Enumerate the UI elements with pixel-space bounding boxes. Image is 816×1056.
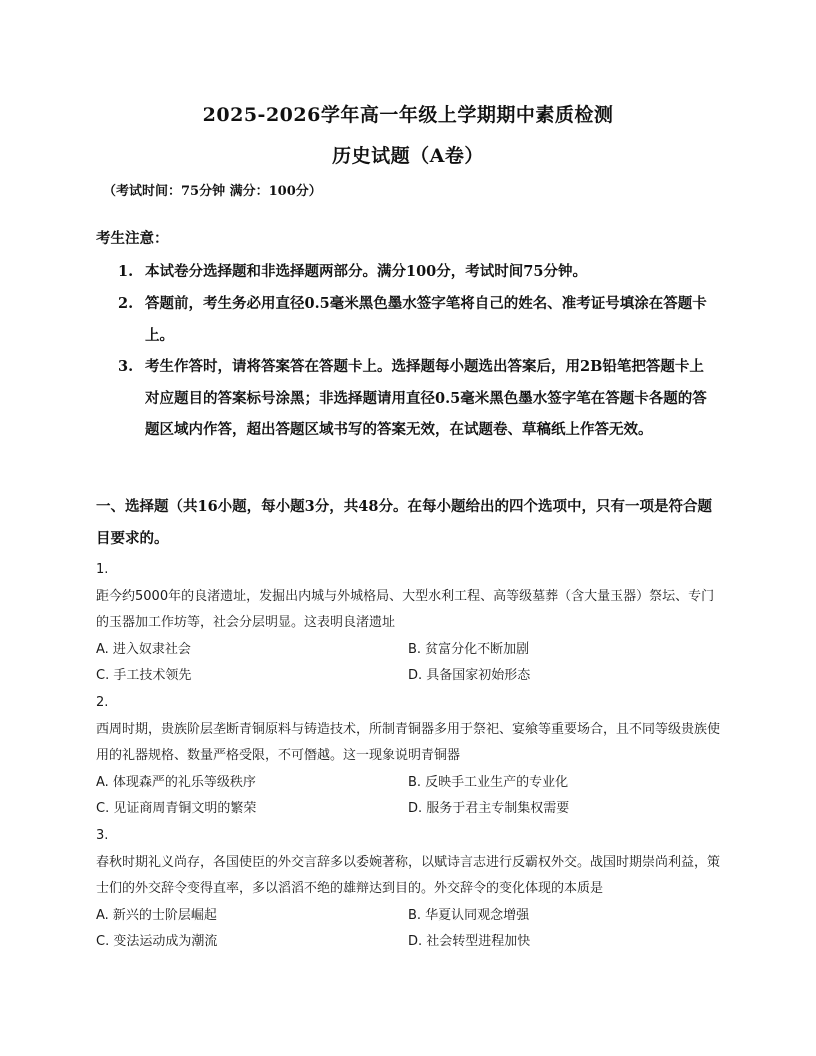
question-number: 2. <box>96 695 109 710</box>
option-b[interactable]: B. 反映手工业生产的专业化 <box>408 774 569 790</box>
notice-item-text: 答题前，考生务必用直径0.5毫米黑色墨水签字笔将自己的姓名、准考证号填涂在答题卡上。 <box>145 295 707 344</box>
exam-title: 2025-2026学年高一年级上学期期中素质检测 <box>202 104 614 126</box>
option-list <box>96 903 726 956</box>
option-c[interactable]: C. 手工技术领先 <box>96 668 192 683</box>
question-number: 3. <box>96 828 109 843</box>
notice-item <box>118 256 718 288</box>
question-stem: 距今约5000年的良渚遗址，发掘出内城与外城格局、大型水利工程、高等级墓葬（含大量玉器）祭坛、专门的玉器加工作坊等，社会分层明显。这表明良渚遗址 <box>96 588 715 630</box>
option-d[interactable]: D. 社会转型进程加快 <box>408 934 531 949</box>
question-stem: 西周时期，贵族阶层垄断青铜原料与铸造技术，所制青铜器多用于祭祀、宴飨等重要场合，且不同等级贵族使用的礼器规格、数量严格受限，不可僭越。这一现象说明青铜器 <box>96 721 721 763</box>
question <box>96 690 726 823</box>
question <box>96 557 726 690</box>
option-a[interactable]: A. 进入奴隶社会 <box>96 641 191 657</box>
option-a[interactable]: A. 新兴的士阶层崛起 <box>96 907 217 923</box>
option-d[interactable]: D. 具备国家初始形态 <box>408 668 531 683</box>
section-heading: 一、选择题（共16小题，每小题3分，共48分。在每小题给出的四个选项中，只有一项是符合题目要求的。 <box>96 498 712 547</box>
question-number: 1. <box>96 562 109 577</box>
option-c[interactable]: C. 变法运动成为潮流 <box>96 934 218 949</box>
option-list <box>96 770 726 823</box>
notice-heading: 考生注意： <box>96 230 169 247</box>
option-b[interactable]: B. 贫富分化不断加剧 <box>408 641 530 657</box>
question-stem: 春秋时期礼义尚存，各国使臣的外交言辞多以委婉著称，以赋诗言志进行反霸权外交。战国时期崇尚利益，策士们的外交辞令变得直率，多以滔滔不绝的雄辩达到目的。外交辞令的变化体现的本质是 <box>96 854 721 896</box>
notice-item-text: 考生作答时，请将答案答在答题卡上。选择题每小题选出答案后，用2B铅笔把答题卡上对应题目的答案标号涂黑；非选择题请用直径0.5毫米黑色墨水签字笔在答题卡各题的答题区域内作答，超出答题区域书写的答案无效，在试题卷、草稿纸上作答无效。 <box>145 358 707 438</box>
option-a[interactable]: A. 体现森严的礼乐等级秩序 <box>96 774 256 790</box>
notice-item-text: 本试卷分选择题和非选择题两部分。满分100分，考试时间75分钟。 <box>145 263 587 280</box>
notice-item-number: 1. <box>118 263 134 280</box>
option-c[interactable]: C. 见证商周青铜文明的繁荣 <box>96 801 257 816</box>
option-d[interactable]: D. 服务于君主专制集权需要 <box>408 801 570 816</box>
notice-item-number: 2. <box>118 295 134 312</box>
option-list <box>96 637 726 690</box>
exam-subtitle: 历史试题（A卷） <box>332 145 484 167</box>
notice-item <box>118 351 718 446</box>
exam-time-and-score: （考试时间：75分钟 满分：100分） <box>103 184 322 199</box>
option-b[interactable]: B. 华夏认同观念增强 <box>408 907 530 923</box>
notice-item-number: 3. <box>118 358 134 375</box>
notice-item <box>118 288 718 351</box>
question <box>96 823 726 956</box>
